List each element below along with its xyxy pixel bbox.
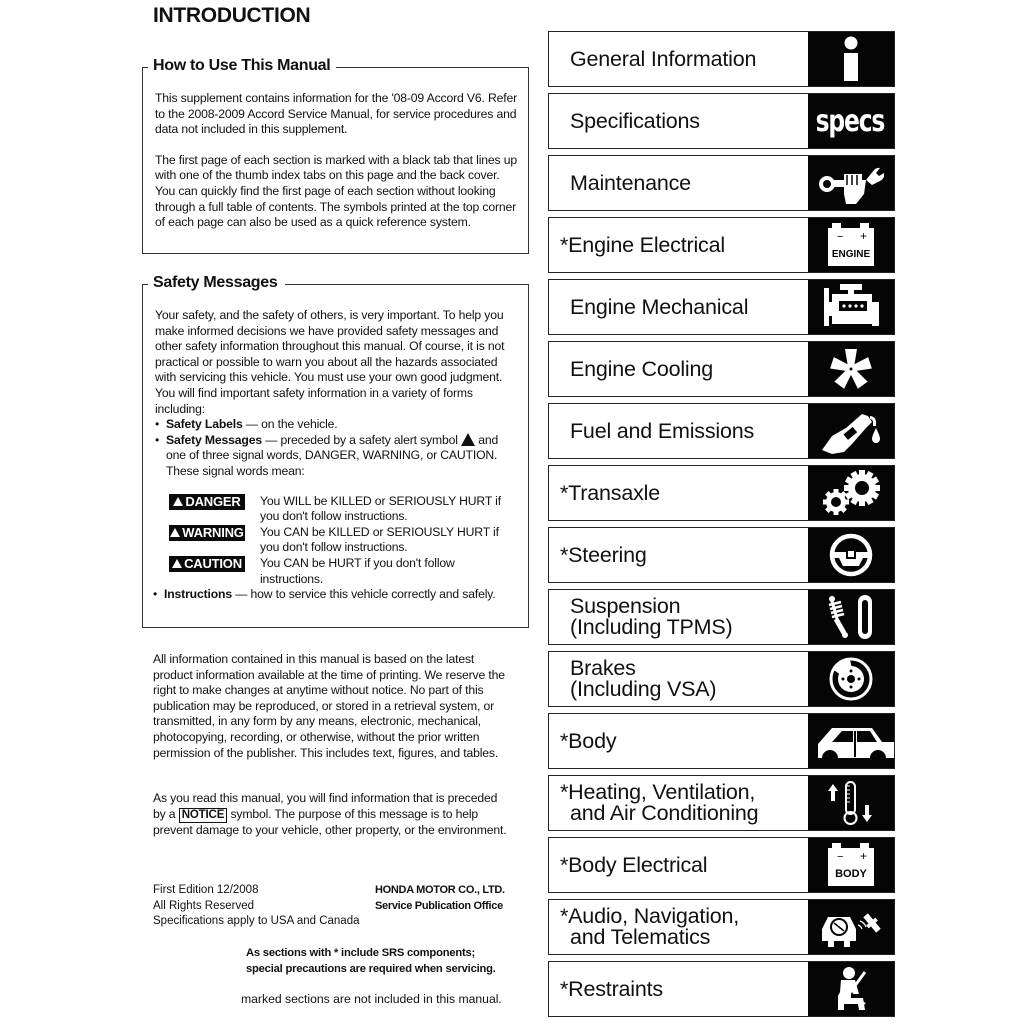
wrench-fist-icon (808, 156, 894, 210)
tab-label: *Audio, Navigation, and Telematics (560, 904, 740, 949)
bullet-term: Instructions (164, 587, 232, 602)
tab-label: Maintenance (570, 170, 691, 195)
frame-rule (333, 67, 529, 68)
tab-label: General Information (570, 46, 757, 71)
tab-engine-electrical[interactable] (548, 217, 895, 273)
notice-text-before: As you read this manual, you will find information that is preceded by a (153, 791, 498, 821)
tab-label: *Engine Electrical (560, 232, 725, 257)
disclaimer-paragraph (153, 652, 513, 761)
bullet-safety-labels (155, 417, 520, 433)
steering-wheel-icon (808, 528, 894, 582)
publisher-info (375, 883, 505, 914)
srs-note-line: As sections with * include SRS components; (246, 947, 476, 959)
tab-specifications[interactable] (548, 93, 895, 149)
dash: — (261, 432, 281, 447)
tab-fuel-and-emissions[interactable] (548, 403, 895, 459)
body-battery-icon (808, 838, 894, 892)
seatbelt-icon (808, 962, 894, 1016)
alert-icon (170, 528, 180, 537)
rights-text: All Rights Reserved (153, 899, 254, 912)
tab-maintenance[interactable] (548, 155, 895, 211)
tab-label: *Restraints (560, 976, 663, 1001)
alert-icon (172, 559, 182, 568)
engine-battery-icon (808, 218, 894, 272)
tab-label: Fuel and Emissions (570, 418, 755, 443)
badge-label: CAUTION (184, 555, 242, 571)
tab-audio-navigation[interactable] (548, 899, 895, 955)
bullet-text: preceded by a safety alert symbol (280, 432, 458, 447)
signal-warning (169, 525, 520, 556)
svg-text:BODY: BODY (835, 868, 867, 880)
section-body (155, 91, 520, 231)
danger-badge (169, 494, 245, 510)
bullet-text-after: and one of three signal words, DANGER, WARNING, or CAUTION. These signal words mean: (166, 432, 499, 478)
paragraph: This supplement contains information for the '08-09 Accord V6. Refer to the 2008-2009 Accord Service Manual, for service procedures and data not included in this supplement. (155, 91, 518, 137)
tab-suspension[interactable] (548, 589, 895, 645)
signal-meaning: You CAN be KILLED or SERIOUSLY HURT if you don't follow instructions. (260, 524, 499, 555)
bullet-dot: • (155, 432, 160, 447)
svg-text:−: − (837, 851, 844, 863)
frame-corner (142, 284, 148, 285)
tab-label: Brakes (Including VSA) (570, 656, 717, 701)
publisher-office: Service Publication Office (375, 899, 503, 912)
notice-badge: NOTICE (179, 808, 228, 823)
tab-restraints[interactable] (548, 961, 895, 1017)
svg-text:−: − (837, 231, 844, 243)
tab-hvac[interactable] (548, 775, 895, 831)
signal-meaning: You CAN be HURT if you don't follow instructions. (260, 555, 455, 586)
specs-icon-text: specs (815, 103, 885, 139)
bullet-term: Safety Messages (166, 432, 262, 447)
tab-label: *Heating, Ventilation, and Air Conditioning (560, 780, 759, 825)
safety-alert-icon (461, 433, 475, 446)
tab-label: Specifications (570, 108, 700, 133)
specs-icon (808, 94, 894, 148)
bullet-instructions (153, 587, 520, 603)
badge-label: DANGER (185, 493, 241, 509)
frame-rule (285, 284, 529, 285)
engine-block-icon (808, 280, 894, 334)
fan-icon (808, 342, 894, 396)
svg-text:ENGINE: ENGINE (831, 249, 871, 260)
svg-text:+: + (860, 229, 868, 243)
badge-label: WARNING (182, 524, 244, 540)
notice-paragraph (153, 791, 513, 838)
paragraph: The first page of each section is marked with a black tab that lines up with one of the thumb index tabs on this page and the back cover. You can quickly find the first page of each section without looking through a full table of contents. The symbols printed at the top corner of each page can also be used as a quick reference system. (155, 152, 517, 230)
bullet-text: how to service this vehicle correctly and safely. (250, 587, 496, 602)
safety-messages-section (142, 274, 529, 628)
section-heading: Safety Messages (153, 274, 283, 292)
edition-info (153, 883, 360, 930)
marked-sections-note: marked sections are not included in this manual. (241, 992, 502, 1006)
signal-danger (169, 494, 520, 525)
tab-label: Engine Cooling (570, 356, 714, 381)
how-to-use-section (142, 57, 529, 254)
bullet-dot: • (153, 587, 158, 602)
signal-meaning: You WILL be KILLED or SERIOUSLY HURT if you don't follow instructions. (260, 493, 501, 524)
bullet-safety-messages (155, 433, 520, 480)
info-icon (808, 32, 894, 86)
tab-engine-cooling[interactable] (548, 341, 895, 397)
page-title: INTRODUCTION (153, 4, 311, 27)
thermometer-icon (808, 776, 894, 830)
srs-note-line: special precautions are required when servicing. (246, 962, 496, 975)
frame-corner (142, 67, 148, 68)
tab-brakes[interactable] (548, 651, 895, 707)
tab-label: Suspension (Including TPMS) (570, 594, 733, 639)
notice-text-after: symbol. The purpose of this message is to help prevent damage to your vehicle, other property, or the environment. (153, 806, 507, 837)
safety-forms-intro: You will find important safety information in a variety of forms including: (155, 385, 473, 416)
brake-disc-icon (808, 652, 894, 706)
tab-steering[interactable] (548, 527, 895, 583)
warning-badge (169, 525, 245, 541)
tab-label: *Steering (560, 542, 647, 567)
bullet-text: on the vehicle. (261, 417, 338, 432)
tab-label: *Transaxle (560, 480, 660, 505)
tab-general-information[interactable] (548, 31, 895, 87)
shock-tire-icon (808, 590, 894, 644)
disclaimer-text: All information contained in this manual is based on the latest product information available at the time of printing. We reserve the right to make changes at anytime without notice. No part of this publication may be reproduced, or stored in a retrieval system, or transmitted, in any form by any means, electronic, mechanical, photocopying, recording, or otherwise, without the prior written permission of the publisher. This includes text, figures, and tables. (153, 652, 505, 760)
section-heading: How to Use This Manual (153, 57, 336, 75)
publisher-name: HONDA MOTOR CO., LTD. (375, 884, 505, 896)
tab-label: *Body Electrical (560, 852, 708, 877)
safety-intro: Your safety, and the safety of others, is very important. To help you make informed decisions we have provided safety messages and other safety information throughout this manual. Of course, it is not practical or possible to warn you about all the hazards associated with servicing this vehicle. You must use your own good judgment. (155, 308, 505, 385)
edition-text: First Edition 12/2008 (153, 884, 259, 896)
dash: — (242, 417, 262, 432)
bullet-term: Safety Labels (166, 417, 243, 432)
section-body (155, 308, 520, 603)
tab-transaxle[interactable] (548, 465, 895, 521)
region-text: Specifications apply to USA and Canada (153, 915, 360, 927)
svg-text:+: + (860, 849, 868, 863)
tab-body-electrical[interactable] (548, 837, 895, 893)
tab-engine-mechanical[interactable] (548, 279, 895, 335)
fuel-nozzle-icon (808, 404, 894, 458)
tab-body[interactable] (548, 713, 895, 769)
signal-caution (169, 556, 520, 587)
caution-badge (169, 556, 245, 572)
car-body-icon (808, 714, 894, 768)
dash: — (231, 587, 251, 602)
satellite-car-icon (808, 900, 894, 954)
bullet-dot: • (155, 417, 160, 432)
srs-note (246, 946, 496, 977)
tab-label: Engine Mechanical (570, 294, 749, 319)
tab-label: *Body (560, 728, 617, 753)
alert-icon (173, 497, 183, 506)
gears-icon (808, 466, 894, 520)
